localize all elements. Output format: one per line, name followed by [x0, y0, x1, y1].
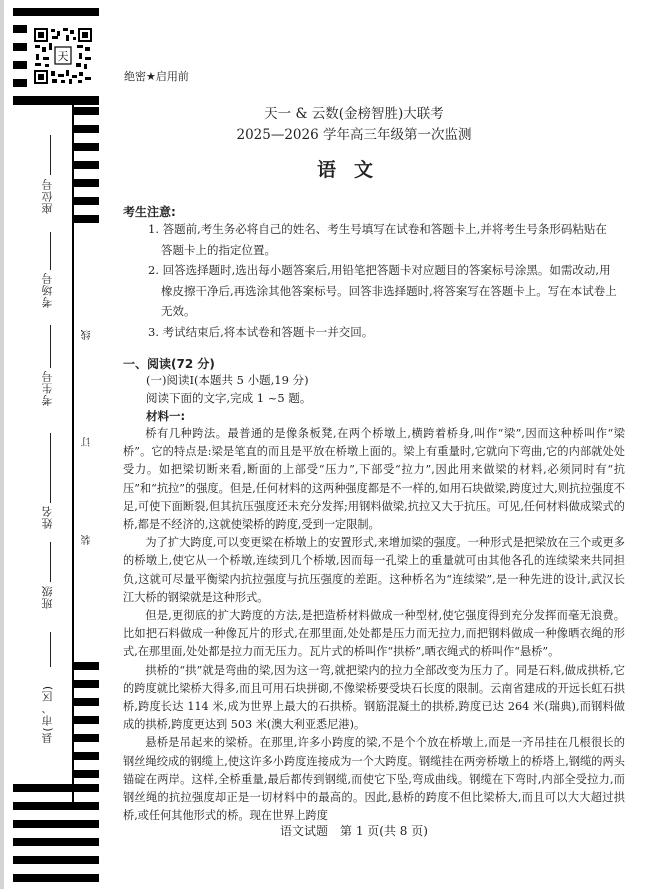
field-candidate-label: 考生号 [41, 370, 54, 406]
section-instruction: 阅读下面的文字,完成 1 ~5 题。 [146, 391, 312, 405]
reading-passage [123, 425, 625, 825]
top-bar [13, 8, 99, 16]
blank-room[interactable] [50, 232, 51, 270]
passage-paragraph: 悬桥是吊起来的梁桥。在那里,许多小跨度的梁,不是个个放在桥墩上,而是一齐吊挂在几根很长的钢丝绳绞成的钢缆上,使这许多小跨度连接成为一个大跨度。钢缆挂在两旁桥墩上的桥塔上,钢缆的两头锚碇在两岸。这样,全桥重量,最后都传到钢缆,而使它下坠,弯成曲线。钢缆在下弯时,内部全受拉力,而钢丝绳的抗拉强度却正是一切材料中的最高的。因此,悬桥的跨度不但比梁桥大,而且可以大大超过拱桥,或任何其他形式的桥。现在世界上跨度 [123, 736, 625, 823]
section-heading: 一、阅读(72 分) [123, 357, 215, 371]
field-name-label: 姓名 [41, 505, 54, 529]
blank-class[interactable] [50, 542, 51, 582]
seal-char-line: 线 [82, 330, 93, 340]
blank-name[interactable] [50, 433, 51, 503]
exam-title-line1: 天一 & 云数(金榜智胜)大联考 [264, 106, 444, 122]
confidential-label: 绝密★启用前 [124, 70, 189, 83]
field-room-label: 考场号 [41, 272, 54, 308]
notice-item: 1. 答题前,考生务必将自己的姓名、考生号填写在试卷和答题卡上,并将考生号条形码粘贴在答题卡上的指定位置。 [148, 222, 607, 257]
field-county-label: 县(市、区) [41, 685, 54, 744]
seal-char-order: 订 [82, 437, 93, 447]
blank-candidate[interactable] [50, 325, 51, 368]
notice-item: 2. 回答选择题时,选出每小题答案后,用铅笔把答题卡对应题目的答案标号涂黑。如需改动,用橡皮擦干净后,再选涂其他答案标号。回答非选择题时,将答案写在答题卡上。写在本试卷上无效。 [148, 263, 617, 318]
qr-code-icon [33, 27, 93, 85]
notice-item: 3. 考试结束后,将本试卷和答题卡一并交回。 [148, 324, 374, 339]
passage-paragraph: 为了扩大跨度,可以变更梁在桥墩上的安置形式,来增加梁的强度。一种形式是把梁放在三个或更多的桥墩上,使它从一个桥墩,连续到几个桥墩,因而每一孔梁上的重量就可由其他各孔的连续梁来共同担负,这就可尽量平衡梁内抗拉强度与抗压强度的差距。这种桥名为“连续梁”,是一种先进的设计,武汉长江大桥的钢梁就是这种形式。 [123, 536, 625, 604]
qr-side-stripes [13, 25, 27, 97]
subject-title: 语文 [316, 159, 391, 181]
svg-text:天: 天 [57, 50, 69, 63]
field-class-label: 班级 [41, 585, 54, 609]
passage-paragraph: 桥有几种跨法。最普通的是像条板凳,在两个桥墩上,横跨着桥身,叫作“梁”,因而这种桥叫作“梁桥”。它的特点是:梁是笔直的而且是平放在桥墩上面的。梁上有重量时,它就向下弯曲,它的内部就处处受力。如把梁切断来看,断面的上部受“压力”,下部受“拉力”,因此用来做梁的材料,必须同时有“抗压”和“抗拉”的强度。但是,任何材料的这两种强度都是不一样的,如用石块做梁,跨度过大,则抗拉强度不足,可使下面断裂,但其抗压强度还未充分发挥;用钢料做梁,抗拉又大于抗压。可见,任何材料做成梁式的桥,都是不经济的,这就使梁桥的跨度,受到一定限制。 [123, 427, 625, 532]
stripes-lower [74, 662, 99, 788]
field-seat-label: 座位号 [41, 178, 54, 214]
notice-list [148, 219, 618, 342]
exam-title-line2: 2025—2026 学年高三年级第一次监测 [236, 127, 472, 143]
passage-paragraph: 拱桥的“拱”就是弯曲的梁,因为这一弯,就把梁内的拉力全部改变为压力了。同是石料,做成拱桥,它的跨度就比梁桥大得多,而且可用石块拼砌,不像梁桥要受块石长度的限制。云南省建成的开远长虹石拱桥,跨度长达 114 米,成为世界上最大的石拱桥。钢筋混凝土的拱桥,跨度已达 264 米(瑞典),而钢料做成的拱桥,跨度更达到 503 米(澳大利亚悉尼港)。 [123, 663, 625, 732]
section-subheading: (一)阅读Ⅰ(本题共 5 小题,19 分) [146, 373, 309, 387]
seal-char-bind: 装 [82, 535, 93, 545]
blank-county[interactable] [50, 632, 51, 667]
passage-paragraph: 但是,更彻底的扩大跨度的方法,是把造桥材料做成一种型材,使它强度得到充分发挥而毫无浪费。比如把石料做成一种像瓦片的形式,在那里面,处处都是压力而无拉力,而把钢料做成一种像晒衣绳的形式,在那里面,处处都是拉力而无压力。瓦片式的桥叫作“拱桥”,晒衣绳式的桥叫作“悬桥”。 [123, 609, 625, 659]
notice-heading: 考生注意: [123, 205, 176, 219]
page-footer: 语文试题 第 1 页(共 8 页) [280, 824, 428, 838]
material-label: 材料一: [146, 409, 186, 423]
